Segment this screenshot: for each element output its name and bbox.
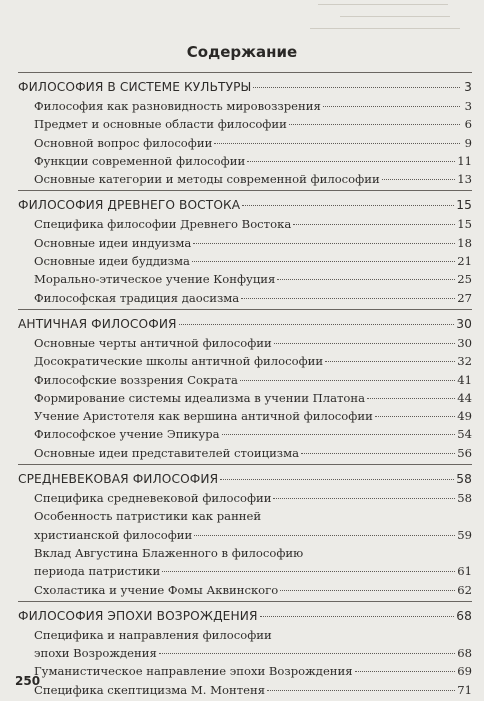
toc-entry	[18, 444, 472, 462]
toc-entry	[18, 115, 472, 133]
section-title: ФИЛОСОФИЯ В СИСТЕМЕ КУЛЬТУРЫ	[18, 80, 252, 94]
toc-entry	[18, 252, 472, 270]
entry-title: Специфика средневековой философии	[34, 491, 272, 506]
toc-entry	[18, 681, 472, 699]
entry-title: Основные идеи буддизма	[34, 254, 190, 269]
page-ref: 59	[457, 527, 472, 542]
entry-title: Основные категории и методы современной философии	[34, 172, 380, 187]
dot-leader	[260, 616, 455, 617]
page-ref: 68	[457, 646, 472, 661]
page-ref: 54	[457, 427, 472, 442]
page-ref: 11	[457, 153, 472, 168]
entry-title: Философское учение Эпикура	[34, 427, 220, 442]
table-of-contents	[18, 72, 472, 701]
page-number: 250	[15, 674, 41, 688]
toc-entry	[18, 544, 472, 581]
entry-title: Основной вопрос философии	[34, 135, 213, 150]
page-ref: 62	[457, 582, 472, 597]
page-ref: 44	[457, 390, 472, 405]
toc-entry	[18, 371, 472, 389]
dot-leader	[194, 535, 455, 536]
page-ref: 32	[457, 354, 472, 369]
entry-title: Специфика философии Древнего Востока	[34, 217, 292, 232]
dot-leader	[274, 343, 456, 344]
entry-title: Учение Аристотеля как вершина античной философии	[34, 409, 373, 424]
section-heading	[18, 78, 472, 97]
toc-entry	[18, 134, 472, 152]
dot-leader	[273, 498, 455, 499]
section-heading	[18, 607, 472, 626]
entry-title: Гуманистическое направление эпохи Возрождения	[34, 664, 353, 679]
toc-entry	[18, 170, 472, 188]
dot-leader	[367, 398, 455, 399]
dot-leader	[355, 671, 456, 672]
page-ref: 49	[457, 409, 472, 424]
page-ref: 30	[456, 316, 472, 331]
entry-title: Схоластика и учение Фомы Аквинского	[34, 582, 279, 597]
page-ref: 27	[457, 290, 472, 305]
dot-leader	[220, 479, 454, 480]
entry-title-line: Особенность патристики как ранней	[34, 509, 262, 524]
entry-title-continuation	[34, 562, 472, 580]
page-ref: 13	[457, 172, 472, 187]
toc-entry	[18, 352, 472, 370]
entry-title: Формирование системы идеализма в учении Платона	[34, 390, 366, 405]
dot-leader	[159, 653, 455, 654]
entry-title: Основные идеи представителей стоицизма	[34, 445, 300, 460]
page-ref: 25	[457, 272, 472, 287]
toc-entry	[18, 626, 472, 663]
dot-leader	[301, 453, 455, 454]
dot-leader	[277, 279, 455, 280]
toc-entry	[18, 215, 472, 233]
page-ref: 9	[464, 135, 472, 150]
page-ref: 3	[464, 99, 472, 113]
dot-leader	[253, 87, 460, 88]
dot-leader	[289, 124, 460, 125]
dot-leader	[193, 243, 455, 244]
toc-section	[18, 309, 472, 462]
entry-title-line: периода патристики	[34, 564, 161, 579]
dot-leader	[222, 434, 456, 435]
toc-section	[18, 464, 472, 599]
entry-title: Основные черты античной философии	[34, 335, 272, 350]
entry-title: Функции современной философии	[34, 153, 246, 168]
entry-title-line: христианской философии	[34, 527, 193, 542]
entry-title-continuation	[34, 526, 472, 544]
page-ref: 61	[457, 564, 472, 579]
dot-leader	[162, 571, 455, 572]
dot-leader	[323, 106, 460, 107]
entry-title-continuation	[34, 644, 472, 662]
dot-leader	[280, 590, 455, 591]
toc-entry	[18, 334, 472, 352]
toc-entry	[18, 289, 472, 307]
page-ref: 71	[457, 682, 472, 697]
page-ref: 18	[457, 235, 472, 250]
entry-title: Морально-этическое учение Конфуция	[34, 272, 276, 287]
page-title: Содержание	[186, 43, 298, 61]
toc-entry	[18, 425, 472, 443]
toc-entry	[18, 489, 472, 507]
page-ref: 41	[457, 372, 472, 387]
section-heading	[18, 470, 472, 489]
dot-leader	[293, 224, 455, 225]
section-title: ФИЛОСОФИЯ ДРЕВНЕГО ВОСТОКА	[18, 198, 241, 213]
section-title: СРЕДНЕВЕКОВАЯ ФИЛОСОФИЯ	[18, 472, 219, 487]
entry-title: Основные идеи индуизма	[34, 235, 192, 250]
section-title: АНТИЧНАЯ ФИЛОСОФИЯ	[18, 316, 177, 331]
page-ref: 6	[464, 117, 472, 132]
entry-title: Досократические школы античной философии	[34, 354, 324, 369]
dot-leader	[382, 179, 456, 180]
dot-leader	[247, 161, 455, 162]
dot-leader	[179, 324, 455, 325]
page-ref: 68	[456, 608, 472, 623]
page-ref: 58	[456, 472, 472, 487]
page-ref: 69	[457, 664, 472, 679]
entry-title-line: Вклад Августина Блаженного в философию	[34, 545, 304, 560]
entry-title-line: эпохи Возрождения	[34, 646, 157, 661]
toc-entry	[18, 581, 472, 599]
section-heading	[18, 315, 472, 334]
toc-entry	[18, 270, 472, 288]
entry-title: Философская традиция даосизма	[34, 290, 240, 305]
toc-entry	[18, 662, 472, 680]
entry-title: Философия как разновидность мировоззрения	[34, 99, 321, 113]
toc-entry	[18, 152, 472, 170]
page-ref: 3	[464, 80, 472, 94]
page-ref: 15	[457, 217, 472, 232]
dot-leader	[192, 261, 455, 262]
entry-title: Предмет и основные области философии	[34, 117, 287, 132]
section-heading	[18, 196, 472, 215]
dot-leader	[375, 416, 455, 417]
toc-entry	[18, 389, 472, 407]
toc-entry	[18, 407, 472, 425]
section-title: ФИЛОСОФИЯ ЭПОХИ ВОЗРОЖДЕНИЯ	[18, 608, 258, 623]
entry-title-line: Специфика и направления философии	[34, 627, 272, 642]
dot-leader	[325, 361, 455, 362]
dot-leader	[214, 143, 460, 144]
toc-section	[18, 601, 472, 699]
page-ref: 21	[457, 254, 472, 269]
dot-leader	[267, 690, 455, 691]
toc-entry	[18, 507, 472, 544]
toc-entry	[18, 97, 472, 115]
page-ref: 15	[456, 198, 472, 213]
page-ref: 58	[457, 491, 472, 506]
page-ref: 30	[457, 335, 472, 350]
entry-title: Специфика скептицизма М. Монтеня	[34, 682, 266, 697]
dot-leader	[241, 298, 455, 299]
dot-leader	[242, 205, 454, 206]
toc-section	[18, 190, 472, 306]
dot-leader	[240, 380, 455, 381]
page-ref: 56	[457, 445, 472, 460]
entry-title: Философские воззрения Сократа	[34, 372, 238, 387]
toc-entry	[18, 234, 472, 252]
toc-section	[18, 72, 472, 188]
